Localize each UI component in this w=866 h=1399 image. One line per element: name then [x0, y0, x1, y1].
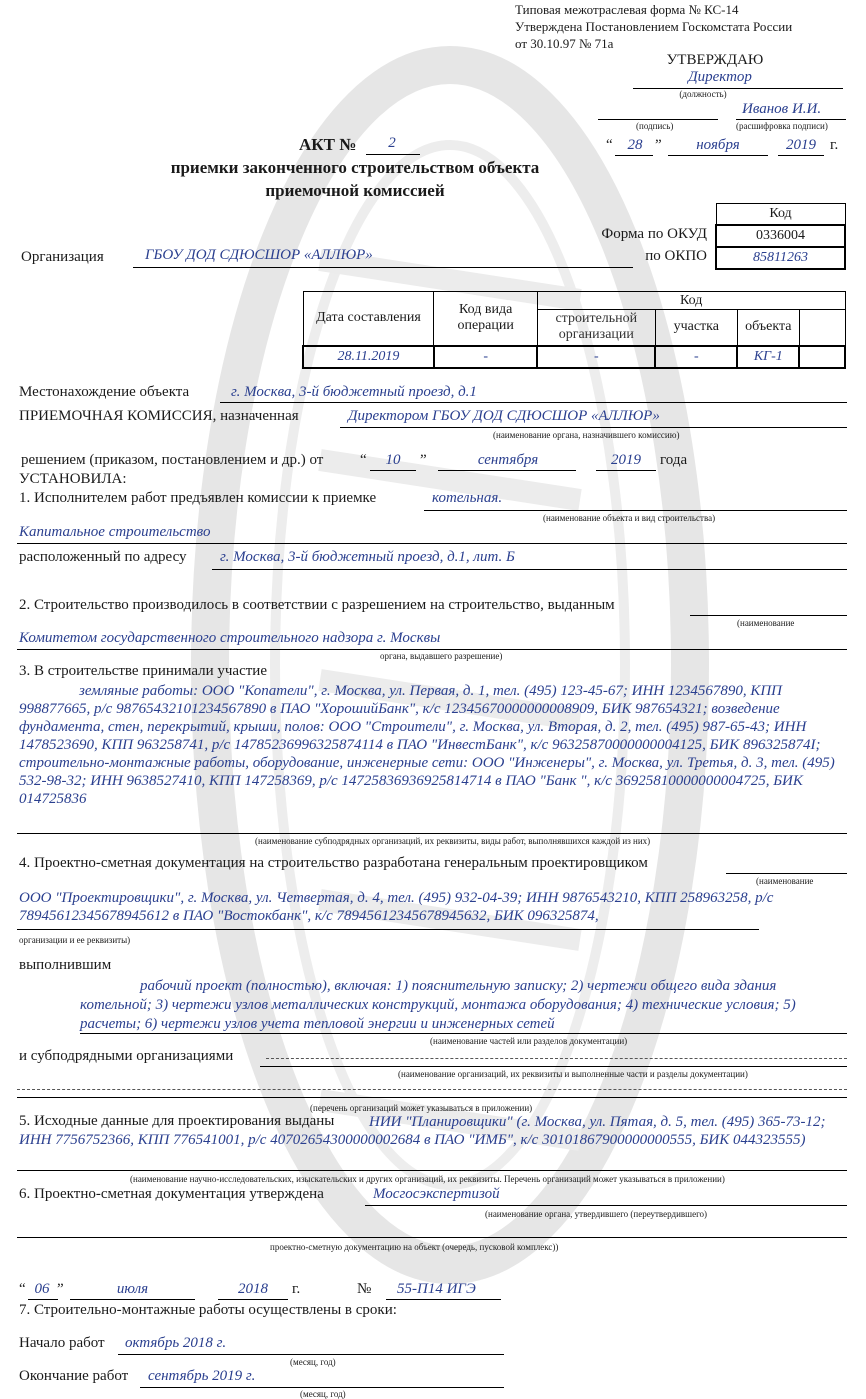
- commission-value: Директором ГБОУ ДОД СДЮСШОР «АЛЛЮР»: [348, 408, 660, 424]
- p1-label: 1. Исполнителем работ предъявлен комиссии к приемке: [19, 490, 377, 506]
- p4-value: ООО "Проектировщики", г. Москва, ул. Четвертая, д. 4, тел. (495) 932-04-39; ИНН 9876543210, КПП 258963258, р/с 78945612345678945612 в ПАО "Востокбанк", к/с 78945612345678945632, БИК 096325874,: [19, 890, 774, 924]
- p3-caption: (наименование субподрядных организаций, их реквизиты, виды работ, выполнявшихся каждой из них): [255, 836, 651, 846]
- p5-caption: (наименование научно-исследовательских, изыскательских и других организаций, их реквизиты. Перечень организаций может указываться в приложении): [130, 1174, 725, 1184]
- cell-date: 28.11.2019: [303, 346, 434, 368]
- approve-month: ноября: [696, 137, 740, 153]
- decision-month: сентября: [477, 452, 539, 468]
- act-number: 2: [388, 135, 396, 151]
- p6-label: 6. Проектно-сметная документация утверждена: [19, 1186, 324, 1202]
- form-date-line: от 30.10.97 № 71а: [515, 36, 614, 51]
- cell-operation: -: [434, 346, 538, 368]
- end-label: Окончание работ: [19, 1368, 129, 1384]
- p4-label: 4. Проектно-сметная документация на строительство разработана генеральным проектировщиком: [19, 855, 648, 871]
- p3-label: 3. В строительстве принимали участие: [19, 663, 267, 679]
- approve-name: Иванов И.И.: [742, 101, 822, 117]
- end-value: сентябрь 2019 г.: [148, 1368, 256, 1384]
- okud-label: Форма по ОКУД: [601, 226, 707, 242]
- code-box: [715, 203, 846, 270]
- position-caption: (должность): [679, 89, 727, 99]
- p2-caption2: органа, выдавшего разрешение): [380, 651, 503, 661]
- act-label: АКТ №: [299, 135, 357, 154]
- sub-label: и субподрядными организациями: [19, 1048, 234, 1064]
- approve-day: 28: [627, 137, 643, 153]
- act-title-line2: приемочной комиссией: [265, 181, 445, 200]
- signature-caption: (подпись): [636, 121, 674, 131]
- p6-caption2: проектно-сметную документацию на объект (очередь, пусковой комплекс)): [270, 1242, 559, 1252]
- code-header: Код: [716, 204, 845, 225]
- p2-label: 2. Строительство производилось в соответствии с разрешением на строительство, выданным: [19, 597, 615, 613]
- start-caption: (месяц, год): [290, 1357, 336, 1367]
- p6-day: 06: [34, 1281, 50, 1297]
- p3-value: земляные работы: ООО "Копатели", г. Москва, ул. Первая, д. 1, тел. (495) 123-45-67; ИНН 1234567890, КПП 998877665, р/с 98765432101234567890 в ПАО "ХорошийБанк", к/с 12345670000000008909, БИК 987654321; возведение фундамента, стен, перекрытий, крыши, полов: ООО "Строители", г. Москва, ул. Вторая, д. 2, тел. (495) 987-65-43; ИНН 1478523690, КПП 963258741, р/с 14785236996325874114 в ПАО "ИнвестБанк", к/с 96325870000000004125, БИК 896325874I; строительно-монтажные работы, оборудование, инженерные сети: ООО "Инженеры", г. Москва, ул. Третья, д. 3, тел. (495) 532-98-32; ИНН 9638527410, КПП 147258369, р/с 14725836936925814714 в ПАО "Банк ", к/с 36925810000000004725, БИК 014725836: [19, 683, 835, 807]
- org-value: ГБОУ ДОД СДЮСШОР «АЛЛЮР»: [145, 247, 373, 263]
- address-label: расположенный по адресу: [19, 549, 187, 565]
- form-type-line: Типовая межотраслевая форма № КС-14: [515, 2, 739, 17]
- cell-object: КГ-1: [737, 346, 799, 368]
- decision-year: 2019: [611, 452, 641, 468]
- p4-caption2: организации и ее реквизиты): [19, 935, 131, 945]
- decision-day: 10: [385, 452, 401, 468]
- form-approval-line: Утверждена Постановлением Госкомстата России: [515, 19, 793, 34]
- performed-value: рабочий проект (полностью), включая: 1) пояснительную записку; 2) чертежи общего вида здания котельной; 3) чертежи узлов металлических конструкций, монтажа оборудования; 4) технические условия; 5) расчеты; 6) чертежи узлов учета тепловой энергии и инженерных сетей: [80, 978, 796, 1032]
- commission-caption: (наименование органа, назначившего комиссию): [493, 430, 680, 440]
- established-label: УСТАНОВИЛА:: [19, 471, 127, 487]
- p1-value: котельная.: [432, 490, 503, 506]
- okpo-label: по ОКПО: [645, 248, 707, 264]
- sub-caption: (наименование организаций, их реквизиты и выполненные части и разделы документации): [398, 1069, 748, 1079]
- p4-caption1: (наименование: [756, 876, 814, 886]
- name-caption: (расшифровка подписи): [736, 121, 828, 131]
- cell-site: -: [655, 346, 737, 368]
- commission-label: ПРИЕМОЧНАЯ КОМИССИЯ, назначенная: [19, 408, 299, 424]
- approve-year: 2019: [786, 137, 816, 153]
- p5-value: НИИ "Планировщики" (г. Москва, ул. Пятая, д. 5, тел. (495) 365-73-12; ИНН 7756752366, КПП 776541001, р/с 40702654300000002684 в ПАО "ИМБ", к/с 30101867900000000555, БИК 044323555): [19, 1114, 826, 1148]
- location-label: Местонахождение объекта: [19, 384, 190, 400]
- act-details-table: [302, 291, 846, 369]
- cell-builder: -: [537, 346, 655, 368]
- okud-value: 0336004: [716, 225, 845, 247]
- p6-caption: (наименование органа, утвердившего (переутвердившего): [485, 1209, 708, 1219]
- p6-year: 2018: [238, 1281, 268, 1297]
- okpo-value: 85811263: [716, 247, 845, 269]
- p7-label: 7. Строительно-монтажные работы осуществлены в сроки:: [19, 1302, 397, 1318]
- col-date: Дата составления: [303, 292, 434, 346]
- col-code: Код: [537, 292, 845, 310]
- address-value: г. Москва, 3-й бюджетный проезд, д.1, лит. Б: [220, 549, 515, 565]
- end-caption: (месяц, год): [300, 1389, 346, 1399]
- p1-value2: Капитальное строительство: [19, 524, 211, 540]
- approve-position: Директор: [688, 69, 752, 85]
- col-object: объекта: [737, 310, 799, 346]
- p6-value: Мосгосэкспертизой: [373, 1186, 500, 1202]
- col-site: участка: [655, 310, 737, 346]
- performed-caption: (наименование частей или разделов документации): [430, 1036, 628, 1046]
- p6-month: июля: [116, 1281, 149, 1297]
- decision-label: решением (приказом, постановлением и др.) от: [21, 452, 324, 468]
- p6-number: 55-П14 ИГЭ: [397, 1281, 476, 1297]
- performed-label: выполнившим: [19, 957, 112, 973]
- approve-title: УТВЕРЖДАЮ: [666, 52, 764, 68]
- p1-caption: (наименование объекта и вид строительства): [543, 513, 716, 523]
- location-value: г. Москва, 3-й бюджетный проезд, д.1: [231, 384, 477, 400]
- start-label: Начало работ: [19, 1335, 105, 1351]
- start-value: октябрь 2018 г.: [125, 1335, 227, 1351]
- col-builder: строительной организации: [537, 310, 655, 346]
- act-title-line1: приемки законченного строительством объекта: [170, 158, 540, 177]
- org-label: Организация: [21, 249, 104, 265]
- p5-label: 5. Исходные данные для проектирования выданы: [19, 1113, 335, 1129]
- list-caption: (перечень организаций может указываться в приложении): [310, 1103, 533, 1113]
- col-operation: Код вида операции: [434, 292, 538, 346]
- p2-caption1: (наименование: [737, 618, 795, 628]
- p2-value: Комитетом государственного строительного надзора г. Москвы: [19, 630, 441, 646]
